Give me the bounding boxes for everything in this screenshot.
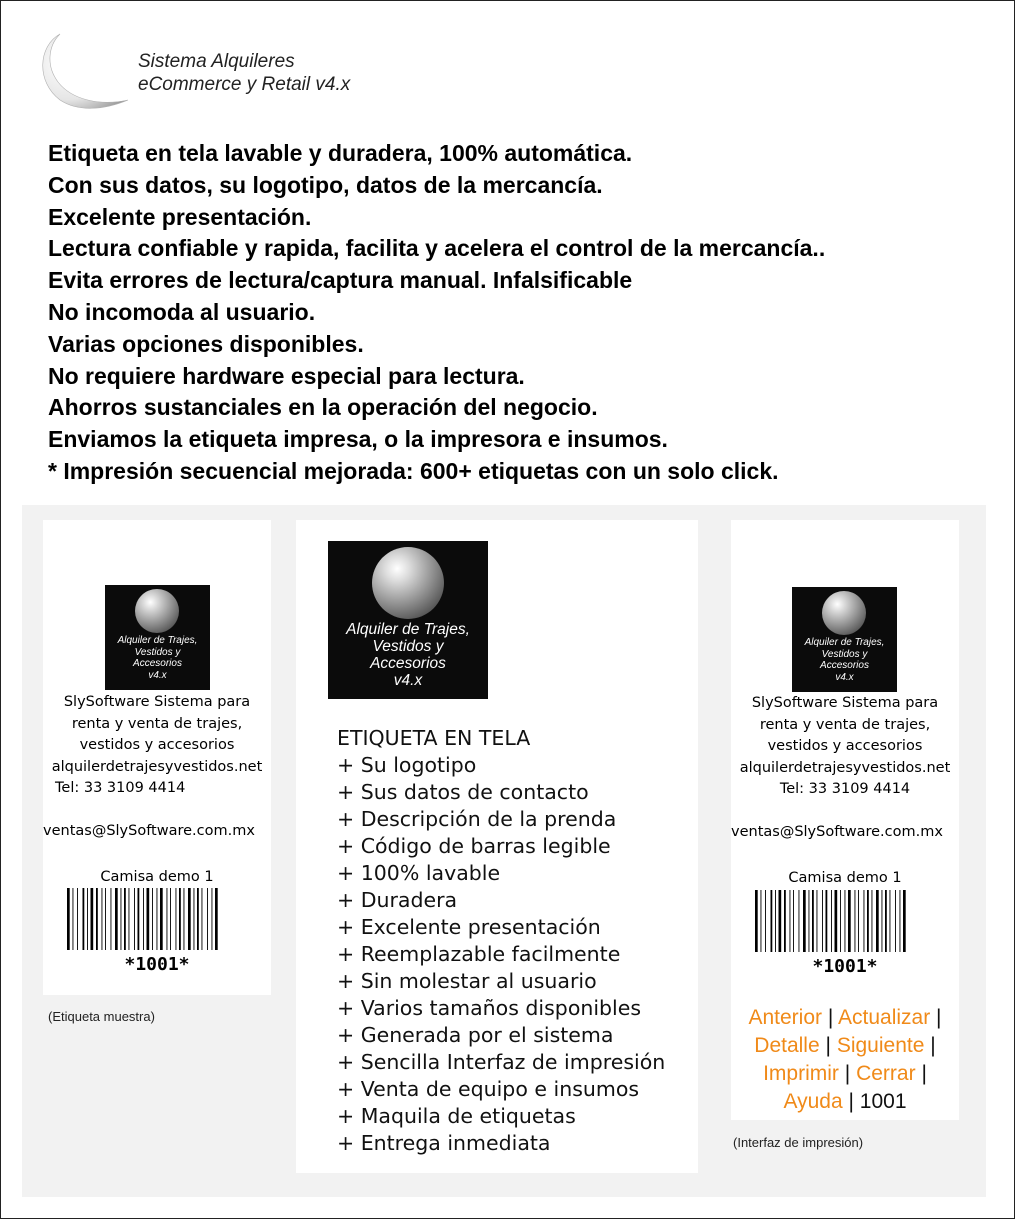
feature-item: Enviamos la etiqueta impresa, o la impresora e insumos.	[48, 426, 668, 453]
item-name: Camisa demo 1	[100, 869, 214, 885]
label-logo	[105, 585, 210, 690]
fabric-label-card	[296, 520, 698, 1173]
logo-caption: Alquiler de Trajes, Vestidos y Accesorios v4.x	[804, 637, 885, 683]
barcode-bar	[903, 890, 906, 952]
fabric-label-item: + Su logotipo	[337, 753, 477, 777]
barcode-bar	[179, 888, 181, 950]
barcode-bar	[872, 890, 873, 952]
barcode-bar	[831, 890, 832, 952]
barcode-bar	[115, 888, 118, 950]
interface-caption: (Interfaz de impresión)	[733, 1135, 864, 1150]
detalle-link[interactable]: Detalle	[754, 1034, 820, 1057]
info-line: SlySoftware Sistema para	[751, 695, 939, 711]
print-interface-card	[731, 520, 959, 1120]
info-line: vestidos y accesorios	[79, 737, 235, 753]
info-line: vestidos y accesorios	[767, 738, 923, 754]
barcode-bar	[885, 890, 887, 952]
feature-item: Con sus datos, su logotipo, datos de la mercancía.	[48, 171, 603, 198]
barcode-bar	[812, 890, 814, 952]
barcode-bar	[890, 890, 891, 952]
barcode-bar	[771, 890, 773, 952]
label-info	[731, 693, 959, 843]
barcode-bar	[176, 888, 177, 950]
barcode-bar	[775, 890, 776, 952]
barcode-bar	[755, 890, 758, 952]
separator: |	[844, 1062, 851, 1085]
fabric-label-item: + Código de barras legible	[337, 834, 611, 858]
fabric-label-item: + Descripción de la prenda	[337, 807, 617, 831]
ayuda-link[interactable]: Ayuda	[783, 1090, 843, 1113]
feature-item: Etiqueta en tela lavable y duradera, 100% automática.	[48, 140, 633, 166]
barcode-bar	[212, 888, 213, 950]
fabric-label-item: + Varios tamaños disponibles	[337, 996, 642, 1020]
barcode	[755, 890, 935, 952]
barcode-bar	[67, 888, 70, 950]
barcode-bar	[105, 888, 106, 950]
label-logo	[792, 587, 897, 692]
product-logo	[328, 541, 488, 699]
sample-label-card	[43, 520, 271, 995]
company-logo-swoosh-icon	[30, 30, 130, 112]
barcode-bar	[867, 890, 869, 952]
barcode-bar	[170, 888, 171, 950]
barcode-bar	[822, 890, 823, 952]
record-number: 1001	[859, 1090, 907, 1113]
fabric-label-item: + Duradera	[337, 888, 458, 912]
barcode-text: *1001*	[812, 956, 878, 977]
phone-text: Tel: 33 3109 4414	[779, 781, 911, 797]
barcode-bar	[900, 890, 901, 952]
barcode-bar	[761, 890, 762, 952]
barcode-bar	[876, 890, 879, 952]
barcode-bar	[124, 888, 126, 950]
phone-text: Tel: 33 3109 4414	[55, 780, 186, 796]
barcode-bar	[160, 888, 163, 950]
label-info	[43, 692, 271, 842]
info-line: alquilerdetrajesyvestidos.net	[51, 758, 263, 775]
imprimir-link[interactable]: Imprimir	[763, 1062, 839, 1085]
logo-caption: Alquiler de Trajes, Vestidos y Accesorios v4.x	[117, 635, 198, 681]
barcode-bar	[202, 888, 203, 950]
barcode-bar	[799, 890, 800, 952]
barcode-bar	[188, 888, 191, 950]
barcode-bar	[790, 890, 791, 952]
email-text: ventas@SlySoftware.com.mx	[731, 823, 943, 840]
feature-item: No requiere hardware especial para lectura.	[48, 362, 525, 389]
brand-line-2: eCommerce y Retail v4.x	[138, 74, 351, 95]
barcode-bar	[102, 888, 103, 950]
separator: |	[848, 1090, 854, 1113]
barcode-text: *1001*	[124, 954, 190, 975]
barcode-bar	[882, 890, 883, 952]
fabric-label-item: + Reemplazable facilmente	[337, 942, 621, 966]
feature-item: Varias opciones disponibles.	[48, 330, 364, 357]
sphere-icon	[135, 589, 179, 633]
feature-list	[48, 138, 825, 488]
separator: |	[825, 1034, 831, 1057]
fabric-label-item: + Venta de equipo e insumos	[337, 1077, 640, 1101]
barcode-bar	[143, 888, 144, 950]
separator: |	[921, 1062, 927, 1085]
barcode-bar	[817, 890, 818, 952]
anterior-link[interactable]: Anterior	[748, 1006, 822, 1029]
fabric-label-item: + Generada por el sistema	[337, 1023, 614, 1047]
feature-item: No incomoda al usuario.	[48, 298, 316, 325]
item-name: Camisa demo 1	[788, 870, 902, 886]
barcode-bar	[803, 890, 806, 952]
separator: |	[827, 1006, 834, 1029]
barcode-bar	[835, 890, 838, 952]
barcode-bar	[83, 888, 85, 950]
feature-item: Lectura confiable y rapida, facilita y acelera el control de la mercancía..	[48, 235, 826, 262]
barcode-bar	[855, 890, 856, 952]
barcode-bar	[779, 890, 782, 952]
barcode-bar	[138, 888, 140, 950]
barcode-bar	[91, 888, 94, 950]
brand-line-1: Sistema Alquileres	[138, 51, 295, 72]
barcode-bar	[858, 890, 859, 952]
barcode	[67, 888, 247, 950]
info-line: renta y venta de trajes,	[759, 716, 931, 733]
barcode-bar	[840, 890, 841, 952]
samples-panel	[22, 505, 986, 1197]
barcode-bar	[207, 888, 208, 950]
barcode-bar	[895, 890, 896, 952]
barcode-bar	[111, 888, 112, 950]
email-text: ventas@SlySoftware.com.mx	[43, 822, 255, 839]
barcode-bar	[809, 890, 810, 952]
fabric-label-item: + 100% lavable	[337, 861, 501, 885]
barcode-bar	[793, 890, 794, 952]
barcode-bar	[864, 890, 865, 952]
feature-item: Ahorros sustanciales en la operación del negocio.	[48, 394, 598, 421]
barcode-bar	[134, 888, 135, 950]
siguiente-link[interactable]: Siguiente	[836, 1034, 925, 1057]
print-nav	[731, 1004, 959, 1116]
barcode-bar	[73, 888, 74, 950]
logo-caption: Alquiler de Trajes, Vestidos y Accesorios v4.x	[346, 621, 470, 689]
sample-caption: (Etiqueta muestra)	[48, 1009, 155, 1024]
feature-item: * Impresión secuencial mejorada: 600+ etiquetas con un solo click.	[48, 457, 779, 484]
barcode-bar	[784, 890, 786, 952]
fabric-label-item: + Sin molestar al usuario	[337, 969, 597, 993]
cerrar-link[interactable]: Cerrar	[856, 1062, 916, 1085]
info-line: alquilerdetrajesyvestidos.net	[739, 759, 951, 776]
barcode-bar	[167, 888, 168, 950]
separator: |	[930, 1034, 936, 1057]
barcode-bar	[157, 888, 158, 950]
info-line: renta y venta de trajes,	[71, 715, 243, 732]
fabric-label-item: + Entrega inmediata	[337, 1131, 551, 1155]
barcode-bar	[194, 888, 195, 950]
feature-item: Evita errores de lectura/captura manual. Infalsificable	[48, 267, 633, 294]
barcode-bar	[77, 888, 78, 950]
sphere-icon	[372, 547, 444, 619]
barcode-bar	[121, 888, 122, 950]
fabric-label-title: ETIQUETA EN TELA	[337, 726, 531, 750]
actualizar-link[interactable]: Actualizar	[838, 1006, 931, 1029]
barcode-bar	[184, 888, 185, 950]
barcode-bar	[848, 890, 851, 952]
separator: |	[936, 1006, 942, 1029]
fabric-label-item: + Sus datos de contacto	[337, 780, 589, 804]
barcode-bar	[197, 888, 199, 950]
barcode-bar	[147, 888, 150, 950]
barcode-bar	[826, 890, 828, 952]
info-line: SlySoftware Sistema para	[63, 694, 251, 710]
barcode-bar	[152, 888, 153, 950]
barcode-bar	[96, 888, 98, 950]
barcode-bar	[765, 890, 766, 952]
barcode-bar	[215, 888, 218, 950]
barcode-bar	[129, 888, 130, 950]
barcode-bar	[87, 888, 88, 950]
fabric-label-item: + Maquila de etiquetas	[337, 1104, 576, 1128]
barcode-bar	[845, 890, 846, 952]
fabric-label-list	[337, 725, 665, 1157]
fabric-label-item: + Excelente presentación	[337, 915, 601, 939]
feature-item: Excelente presentación.	[48, 203, 312, 230]
sphere-icon	[822, 591, 866, 635]
fabric-label-item: + Sencilla Interfaz de impresión	[337, 1050, 666, 1074]
brand-title	[138, 50, 350, 96]
